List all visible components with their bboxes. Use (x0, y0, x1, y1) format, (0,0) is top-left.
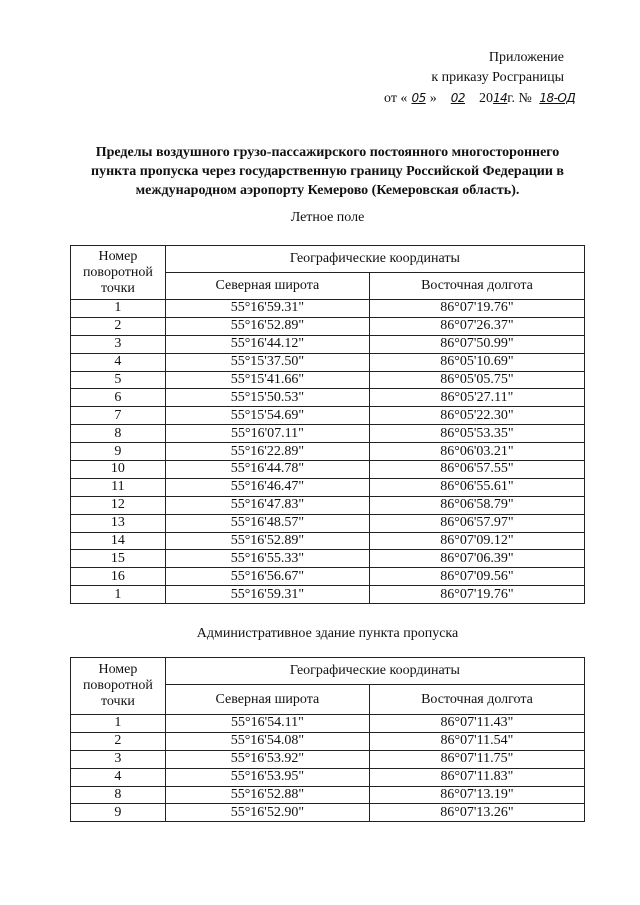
table-row (71, 407, 585, 425)
order-number: 18-ОД (539, 91, 576, 105)
longitude-cell: 86°05'27.11" (369, 389, 584, 407)
latitude-cell: 55°16'07.11" (165, 425, 369, 443)
table-row (71, 550, 585, 568)
col-longitude: Восточная долгота (369, 273, 584, 300)
col-point-label: Номер (98, 248, 138, 264)
point-number-cell: 10 (71, 461, 166, 479)
longitude-cell: 86°05'22.30" (369, 407, 584, 425)
point-number-cell: 8 (71, 425, 166, 443)
col-point-label: точки (100, 694, 135, 709)
longitude-cell: 86°07'13.19" (369, 786, 584, 804)
title-line: Пределы воздушного грузо-пассажирского постоянного многостороннего (95, 145, 560, 160)
col-geo-coordinates: Географические координаты (165, 246, 584, 273)
table-row (71, 300, 585, 318)
table-row (71, 732, 585, 750)
airfield-coordinates-table (70, 245, 585, 604)
longitude-cell: 86°07'13.26" (369, 804, 584, 822)
longitude-cell: 86°07'06.39" (369, 550, 584, 568)
longitude-cell: 86°07'11.54" (369, 732, 584, 750)
order-date-line (384, 88, 576, 109)
year-label: г. № (507, 91, 532, 106)
latitude-cell: 55°15'41.66" (165, 371, 369, 389)
table-row (71, 317, 585, 335)
table-row (71, 786, 585, 804)
table-row (71, 768, 585, 786)
order-reference: к приказу Росграницы (431, 70, 564, 85)
table-row (71, 371, 585, 389)
table-row (71, 750, 585, 768)
col-latitude: Северная широта (165, 685, 369, 715)
latitude-cell: 55°16'54.11" (165, 715, 369, 733)
latitude-cell: 55°15'50.53" (165, 389, 369, 407)
table-row (71, 804, 585, 822)
point-number-cell: 3 (71, 750, 166, 768)
point-number-cell: 15 (71, 550, 166, 568)
latitude-cell: 55°16'52.90" (165, 804, 369, 822)
latitude-cell: 55°16'53.92" (165, 750, 369, 768)
table-row (71, 461, 585, 479)
col-point-number (71, 658, 166, 715)
point-number-cell: 9 (71, 804, 166, 822)
table-row (71, 532, 585, 550)
point-number-cell: 8 (71, 786, 166, 804)
longitude-cell: 86°07'11.43" (369, 715, 584, 733)
longitude-cell: 86°06'55.61" (369, 478, 584, 496)
document-title (70, 143, 585, 200)
col-point-label: поворотной (82, 264, 153, 280)
point-number-cell: 13 (71, 514, 166, 532)
col-point-label: Номер (98, 662, 138, 677)
point-number-cell: 7 (71, 407, 166, 425)
year-prefix: 20 (479, 91, 493, 106)
latitude-cell: 55°16'47.83" (165, 496, 369, 514)
section-title-admin-building: Административное здание пункта пропуска (196, 626, 459, 641)
table-row (71, 715, 585, 733)
title-line: международном аэропорту Кемерово (Кемеровская область). (135, 183, 520, 198)
longitude-cell: 86°07'09.56" (369, 568, 584, 586)
table-row (71, 443, 585, 461)
table-row (71, 586, 585, 604)
point-number-cell: 6 (71, 389, 166, 407)
longitude-cell: 86°07'19.76" (369, 586, 584, 604)
latitude-cell: 55°16'46.47" (165, 478, 369, 496)
point-number-cell: 1 (71, 715, 166, 733)
latitude-cell: 55°16'56.67" (165, 568, 369, 586)
point-number-cell: 9 (71, 443, 166, 461)
latitude-cell: 55°16'55.33" (165, 550, 369, 568)
latitude-cell: 55°16'59.31" (165, 586, 369, 604)
point-number-cell: 4 (71, 353, 166, 371)
point-number-cell: 4 (71, 768, 166, 786)
longitude-cell: 86°05'05.75" (369, 371, 584, 389)
latitude-cell: 55°16'54.08" (165, 732, 369, 750)
longitude-cell: 86°07'50.99" (369, 335, 584, 353)
longitude-cell: 86°07'19.76" (369, 300, 584, 318)
point-number-cell: 3 (71, 335, 166, 353)
latitude-cell: 55°16'52.89" (165, 532, 369, 550)
table-row (71, 478, 585, 496)
table-row (71, 353, 585, 371)
admin-building-coordinates-table (70, 657, 585, 822)
longitude-cell: 86°05'53.35" (369, 425, 584, 443)
table-row (71, 389, 585, 407)
title-line: пункта пропуска через государственную границу Российской Федерации в (91, 164, 564, 179)
longitude-cell: 86°07'26.37" (369, 317, 584, 335)
longitude-cell: 86°06'57.55" (369, 461, 584, 479)
longitude-cell: 86°05'10.69" (369, 353, 584, 371)
latitude-cell: 55°16'22.89" (165, 443, 369, 461)
order-year-suffix: 14 (493, 91, 508, 105)
table-row (71, 568, 585, 586)
col-latitude: Северная широта (165, 273, 369, 300)
latitude-cell: 55°16'48.57" (165, 514, 369, 532)
point-number-cell: 12 (71, 496, 166, 514)
order-month: 02 (450, 91, 465, 105)
longitude-cell: 86°07'09.12" (369, 532, 584, 550)
longitude-cell: 86°06'57.97" (369, 514, 584, 532)
latitude-cell: 55°16'52.89" (165, 317, 369, 335)
point-number-cell: 2 (71, 317, 166, 335)
col-longitude: Восточная долгота (369, 685, 584, 715)
date-mid: » (429, 91, 437, 106)
table-row (71, 335, 585, 353)
longitude-cell: 86°06'58.79" (369, 496, 584, 514)
point-number-cell: 14 (71, 532, 166, 550)
longitude-cell: 86°07'11.83" (369, 768, 584, 786)
appendix-label: Приложение (488, 50, 564, 65)
col-point-number (71, 246, 166, 300)
latitude-cell: 55°16'53.95" (165, 768, 369, 786)
point-number-cell: 16 (71, 568, 166, 586)
latitude-cell: 55°15'54.69" (165, 407, 369, 425)
latitude-cell: 55°16'44.12" (165, 335, 369, 353)
order-day: 05 (411, 91, 426, 105)
table-row (71, 514, 585, 532)
point-number-cell: 2 (71, 732, 166, 750)
table-row (71, 425, 585, 443)
point-number-cell: 1 (71, 586, 166, 604)
col-point-label: точки (100, 280, 135, 296)
appendix-header (384, 48, 576, 109)
point-number-cell: 5 (71, 371, 166, 389)
date-prefix: от « (384, 91, 408, 106)
latitude-cell: 55°16'52.88" (165, 786, 369, 804)
point-number-cell: 1 (71, 300, 166, 318)
latitude-cell: 55°16'44.78" (165, 461, 369, 479)
col-geo-coordinates: Географические координаты (165, 658, 584, 685)
latitude-cell: 55°15'37.50" (165, 353, 369, 371)
section-title-airfield: Летное поле (290, 210, 365, 225)
latitude-cell: 55°16'59.31" (165, 300, 369, 318)
longitude-cell: 86°06'03.21" (369, 443, 584, 461)
longitude-cell: 86°07'11.75" (369, 750, 584, 768)
table-row (71, 496, 585, 514)
col-point-label: поворотной (82, 678, 153, 693)
point-number-cell: 11 (71, 478, 166, 496)
